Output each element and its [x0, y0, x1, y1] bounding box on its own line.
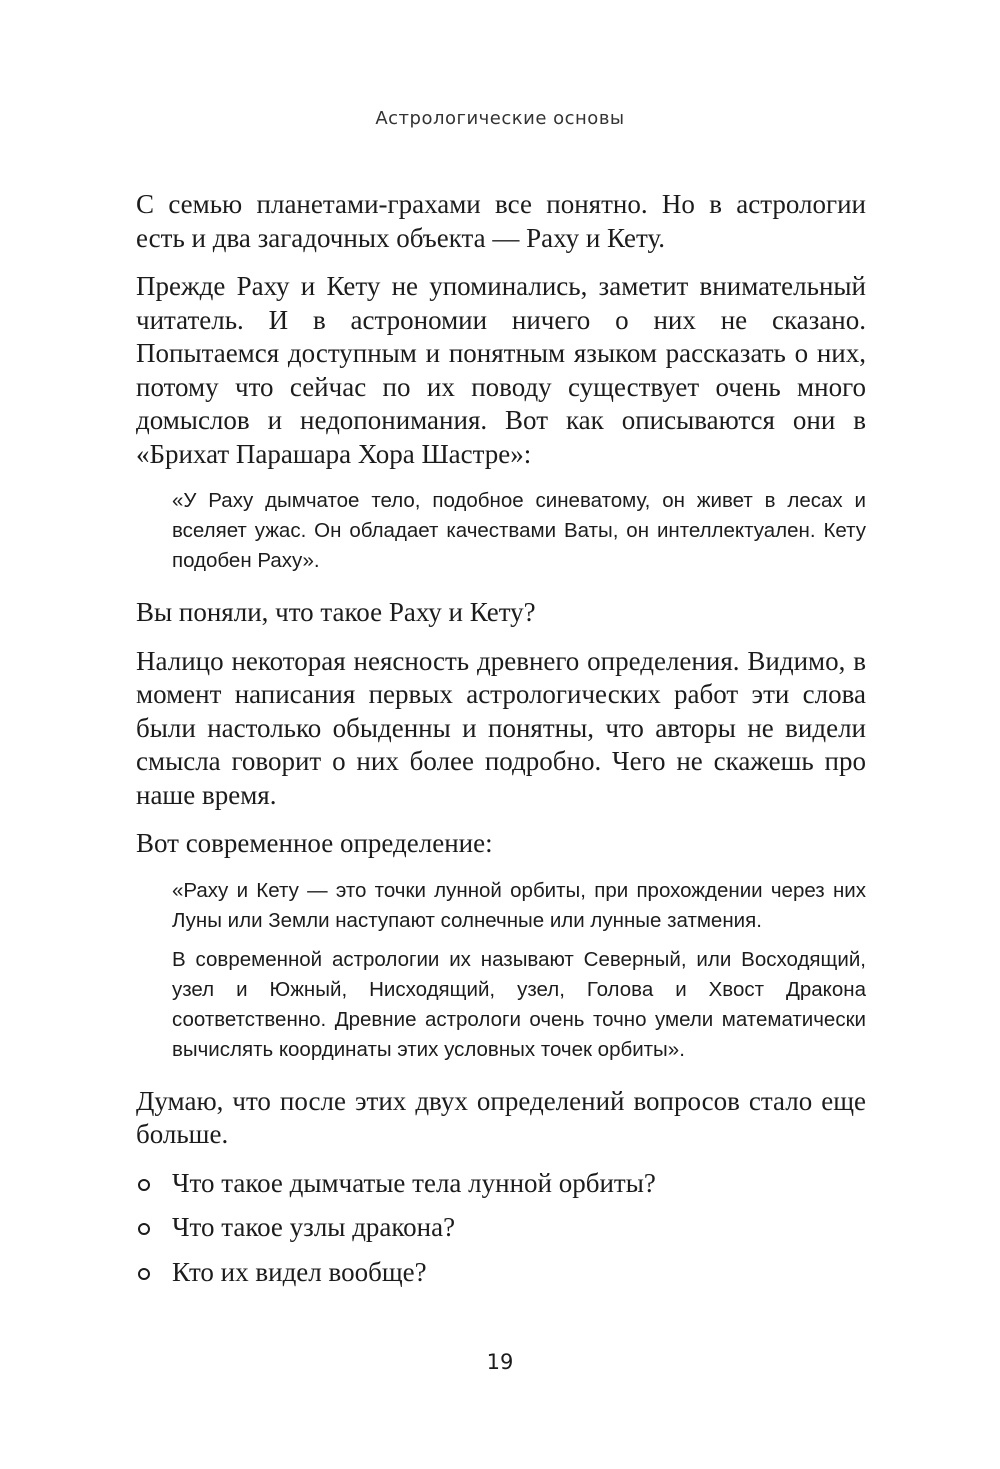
- list-item: [136, 1256, 866, 1290]
- page-number: 19: [486, 1350, 514, 1374]
- quote-text-b: В современной астрологии их называют Северный, или Восходящий, узел и Южный, Нисходящий, узел, Голова и Хвост Дракона соответственно. Древние астрологи очень точно умели математически вычислять координаты этих условных точек орбиты».: [172, 947, 866, 1061]
- paragraph-rahu-ketu: Прежде Раху и Кету не упоминались, заметит внимательный читатель. И в астрономии ничего о них не сказано. Попытаемся доступным и понятным языком рассказать о них, потому что сейчас по их поводу существует очень много домыслов и недопонимания. Вот как описываются они в «Брихат Парашара Хора Шастре»:: [136, 271, 866, 469]
- list-item: [136, 1167, 866, 1201]
- blockquote-modern-definition: [172, 876, 866, 1065]
- paragraph-ambiguity: Налицо некоторая неясность древнего определения. Видимо, в момент написания первых астрологических работ эти слова были настолько обыденны и понятны, что авторы не видели смысла говорит о них более подробно. Чего не скажешь про наше время.: [136, 645, 866, 810]
- blockquote-shastra: [172, 486, 866, 576]
- paragraph-intro: С семью планетами-грахами все понятно. Но в астрологии есть и два загадочных объекта — Раху и Кету.: [136, 189, 866, 253]
- list-item-text: Что такое узлы дракона?: [172, 1212, 456, 1242]
- paragraph-modern-intro: Вот современное определение:: [136, 828, 493, 858]
- paragraph-conclusion: Думаю, что после этих двух определений вопросов стало еще больше.: [136, 1085, 866, 1149]
- circle-bullet-icon: [138, 1223, 150, 1235]
- running-head: Астрологические основы: [375, 108, 625, 129]
- list-item-text: Что такое дымчатые тела лунной орбиты?: [172, 1167, 656, 1198]
- quote-text-a: «Раху и Кету — это точки лунной орбиты, при прохождении через них Луны или Земли наступают солнечные или лунные затмения.: [172, 878, 866, 932]
- circle-bullet-icon: [138, 1179, 150, 1191]
- list-item-text: Кто их видел вообще?: [172, 1256, 427, 1287]
- page-body: [136, 188, 866, 1300]
- question-list: [136, 1167, 866, 1290]
- circle-bullet-icon: [138, 1268, 150, 1280]
- quote-text: «У Раху дымчатое тело, подобное синеватому, он живет в лесах и вселяет ужас. Он обладает качествами Ваты, он интеллектуален. Кету подобен Раху».: [172, 489, 866, 572]
- paragraph-question: Вы поняли, что такое Раху и Кету?: [136, 597, 536, 627]
- list-item: [136, 1211, 866, 1245]
